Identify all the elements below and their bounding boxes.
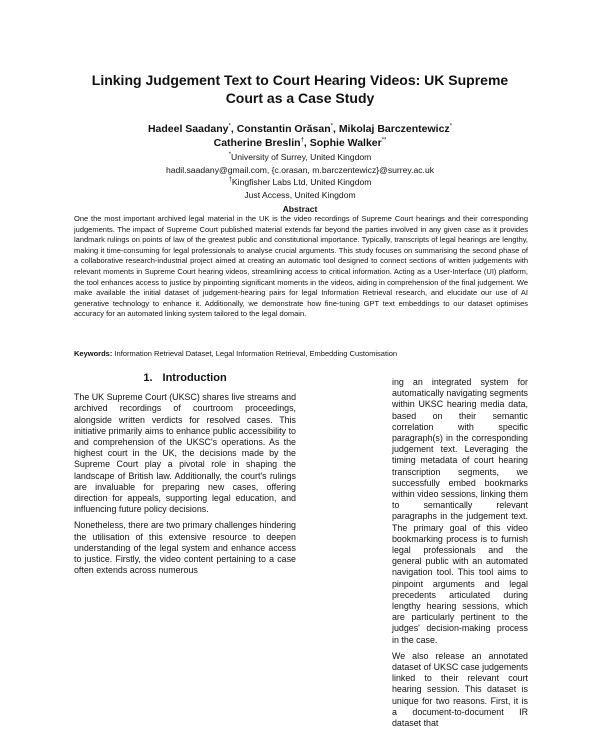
affiliation-mark: * — [228, 123, 231, 130]
paper-title — [0, 71, 600, 107]
keywords-list: Information Retrieval Dataset, Legal Information Retrieval, Embedding Customisation — [114, 349, 398, 358]
paragraph: ing an integrated system for automatically navigating segments within UKSC hearing media data, based on their semantic correlation with specific paragraph(s) in the corresponding judgement text. Leveraging the timing metadata of court hearing transcription segments, we successfully embed bookmarks within video sessions, linking them to semantically relevant paragraphs in the judgement text. The primary goal of this video bookmarking process is to furnish legal professionals and the general public with an automated navigation tool. This tool aims to pinpoint arguments and legal precedents articulated during lengthy hearing sessions, which are particularly pertinent to the judges' decision-making process in the case. — [392, 377, 528, 645]
authors-line-2: Catherine Breslin†, Sophie Walker** — [213, 137, 387, 149]
right-column-text — [392, 377, 528, 729]
paragraph: We also release an annotated dataset of UKSC case judgements linked to their relevant court hearing session. This dataset is unique for two reasons. First, it is a document-to-document IR dataset that — [392, 650, 528, 729]
affiliation-mark: * — [330, 123, 333, 130]
affiliations — [0, 151, 600, 201]
section-title: Introduction — [162, 372, 227, 384]
keywords — [74, 349, 528, 359]
title-line-2: Court as a Case Study — [225, 90, 375, 106]
affiliation-mark: * — [449, 123, 453, 130]
affiliation-kingfisher: †Kingfisher Labs Ltd, United Kingdom — [228, 177, 372, 187]
abstract-heading: Abstract — [282, 204, 318, 214]
affiliation-mark: † — [300, 137, 304, 144]
author-name: Mikolaj Barczentewicz — [338, 123, 450, 135]
author-name: Constantin Orăsan — [236, 123, 331, 135]
affiliation-mark: ** — [381, 137, 387, 144]
section-heading-introduction — [74, 371, 296, 384]
author-name: Hadeel Saadany — [147, 123, 229, 135]
affiliation-mark: † — [228, 177, 232, 184]
author-name: Catherine Breslin — [213, 137, 301, 149]
affiliation-surrey: *University of Surrey, United Kingdom — [228, 152, 372, 162]
author-name: Sophie Walker — [309, 137, 382, 149]
paragraph: The UK Supreme Court (UKSC) shares live streams and archived recordings of courtroom proceedings, alongside written verdicts for resolved cases. This initiative primarily aims to enhance public accessibility to and comprehension of the UKSC's operations. As the highest court in the UK, the decisions made by the Supreme Court play a pivotal role in shaping the landscape of British law. Additionally, the court's rulings are invaluable for preparing new cases, offering direction for appeals, supporting legal education, and influencing future policy decisions. — [74, 392, 296, 515]
section-number: 1. — [143, 372, 153, 384]
authors-line-1: Hadeel Saadany*, Constantin Orăsan*, Mikolaj Barczentewicz* — [147, 123, 453, 135]
abstract-text: One the most important archived legal material in the UK is the video recordings of Supreme Court hearings and their corresponding judgements. The impact of Supreme Court published material extends far beyond the parties involved in any given case as it provides landmark rulings on points of law of the greatest public and constitutional importance. Typically, transcripts of legal hearings are lengthy, making it time-consuming for legal professionals to analyse crucial arguments. This study focuses on summarising the second phase of a collaborative research-industrial project aimed at creating an automatic tool designed to connect sections of written judgements with relevant moments in Supreme Court hearing videos, streamlining access to critical information. Acting as a User-Interface (UI) platform, the tool enhances access to justice by pinpointing significant moments in the videos, aiding in comprehension of the final judgement. We make available the initial dataset of judgement-hearing pairs for legal Information Retrieval research, and elucidate our use of AI generative technology to enhance it. Additionally, we demonstrate how fine-tuning GPT text embeddings to our dataset optimises accuracy for an automated linking system tailored to the legal domain. — [74, 214, 528, 319]
affiliation-justaccess: Just Access, United Kingdom — [244, 189, 356, 200]
author-list — [0, 122, 600, 150]
left-column — [74, 371, 296, 581]
affiliation-mark: * — [228, 152, 232, 159]
author-emails: hadil.saadany@gmail.com, {c.orasan, m.barczentewicz}@surrey.ac.uk — [165, 164, 435, 175]
paragraph: Nonetheless, there are two primary challenges hindering the utilisation of this extensive resource to deepen understanding of the legal system and enhance access to justice. Firstly, the video content pertaining to a case often extends across numerous — [74, 520, 296, 576]
title-line-1: Linking Judgement Text to Court Hearing Videos: UK Supreme — [91, 72, 509, 88]
keywords-label: Keywords: — [74, 349, 113, 358]
right-column-clip — [392, 377, 528, 729]
